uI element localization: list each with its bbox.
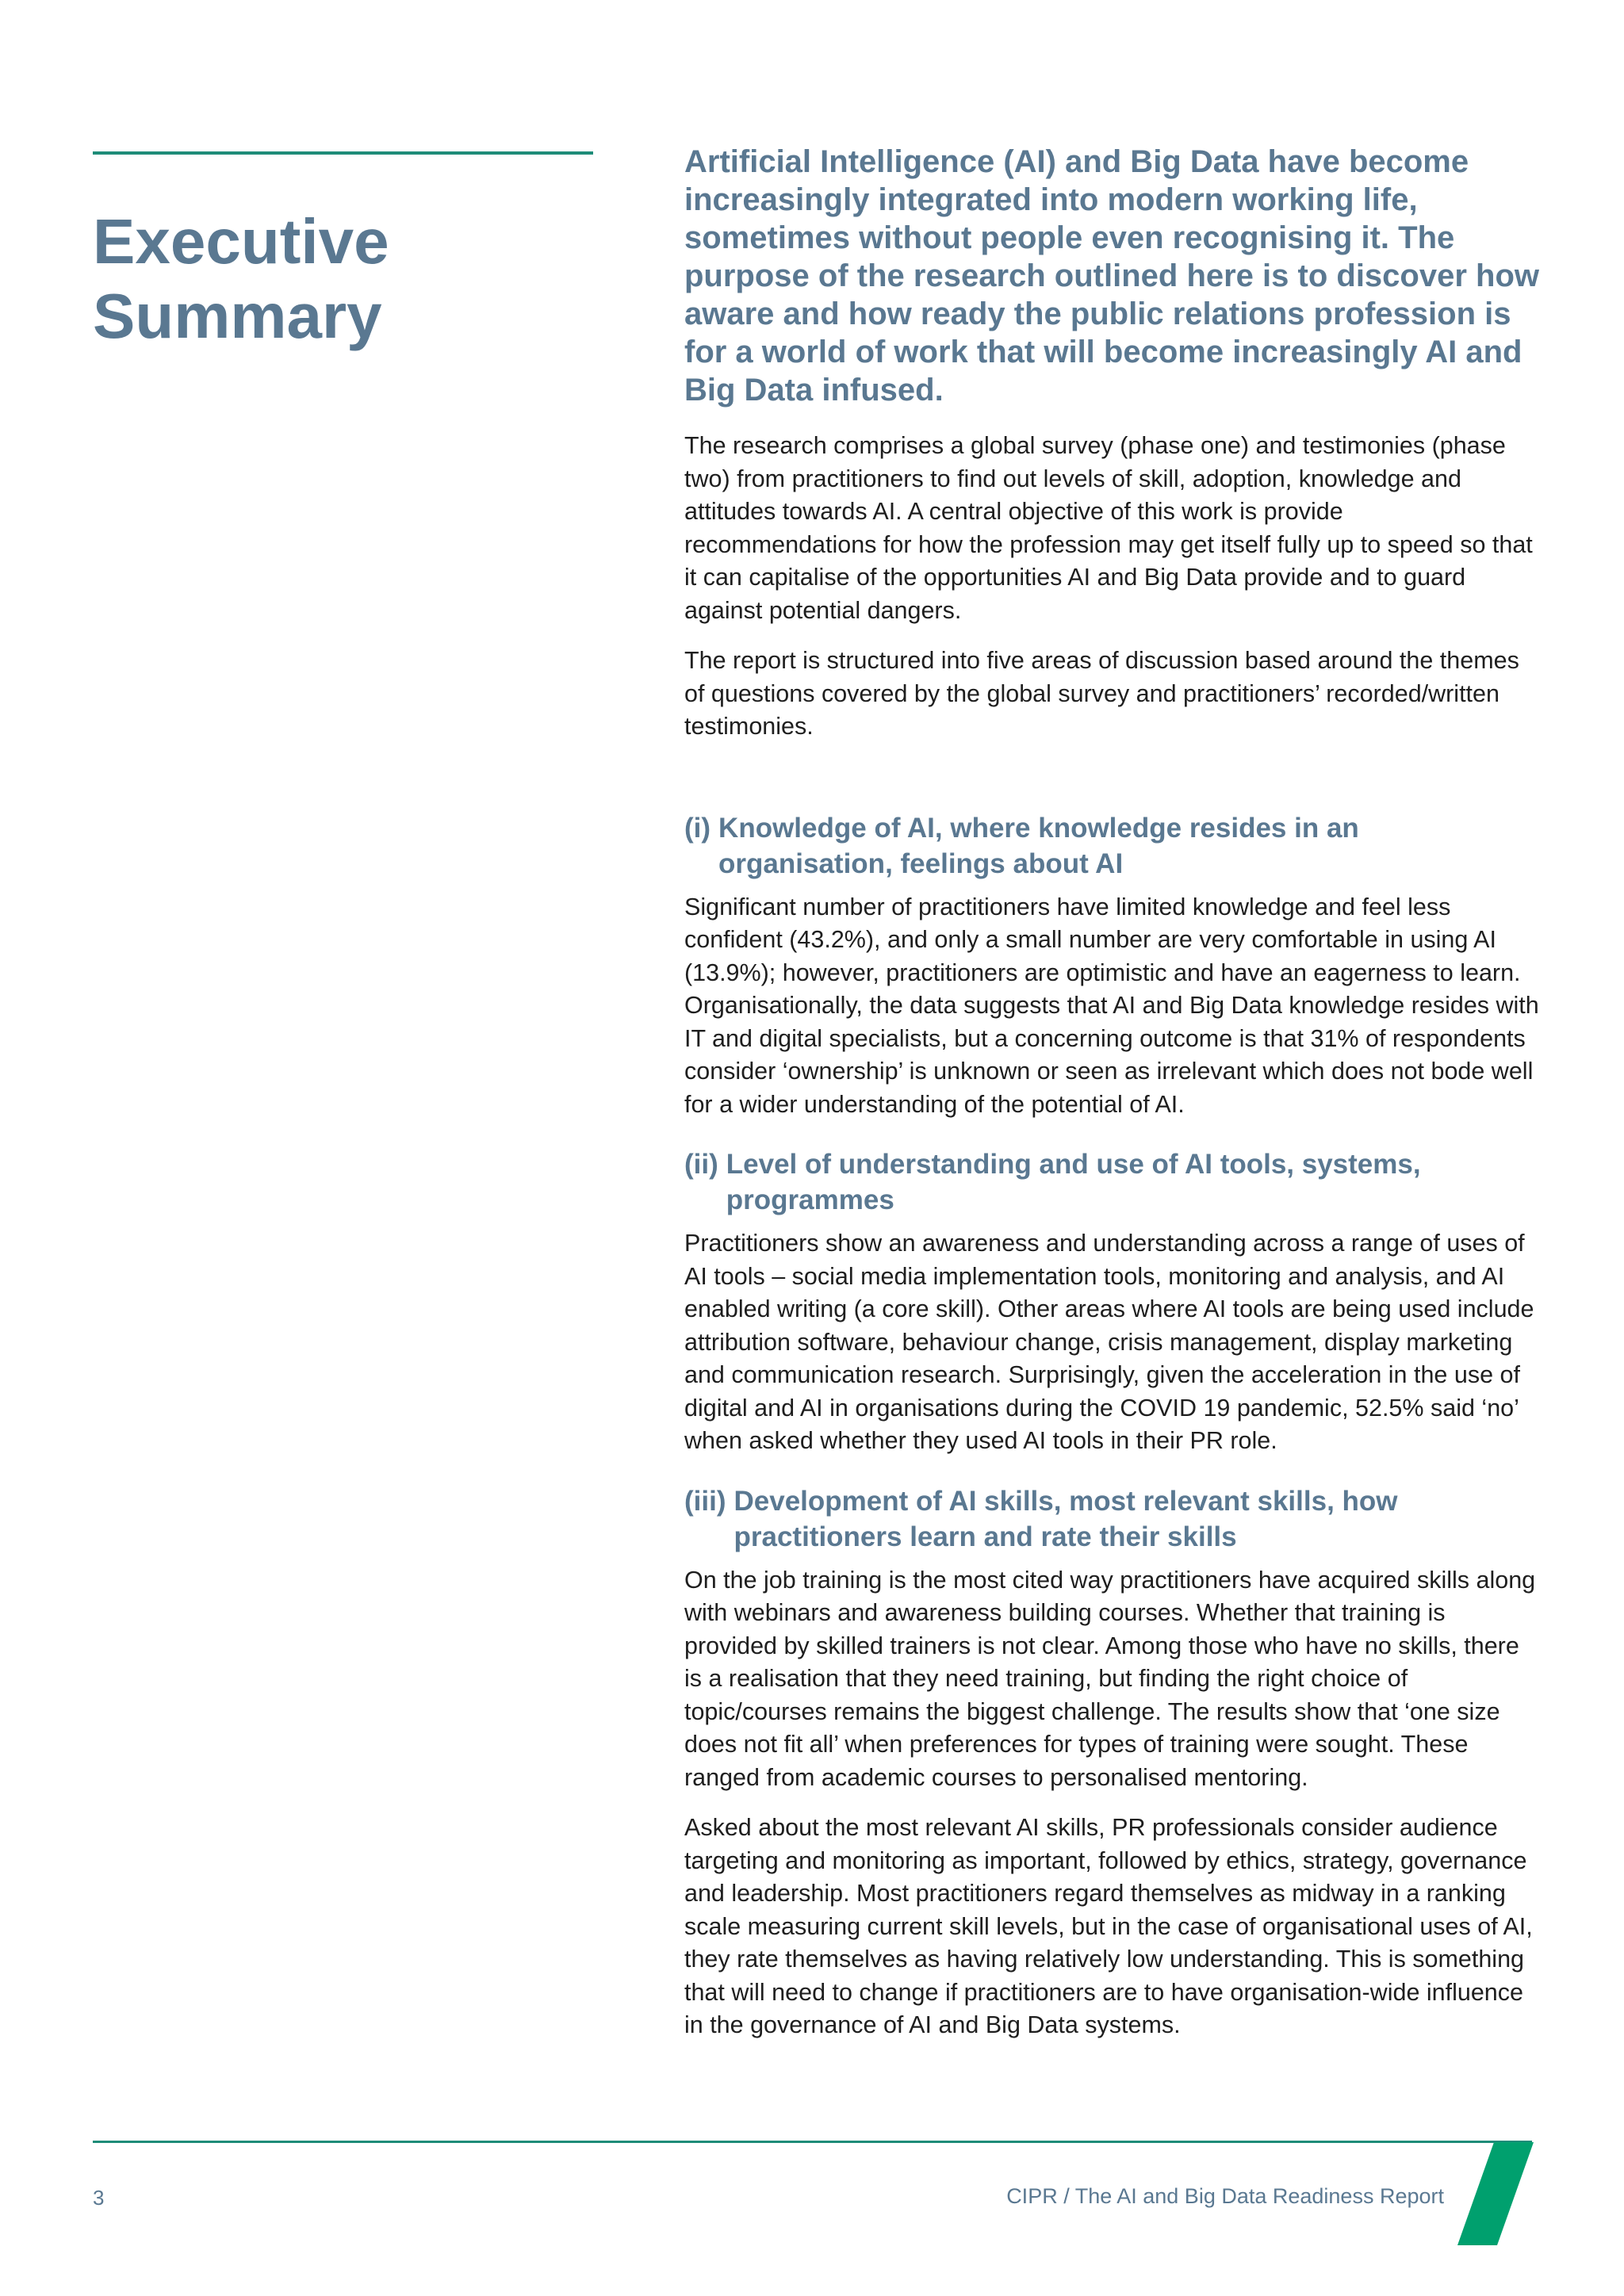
section-heading-text: Development of AI skills, most relevant skills, how practitioners learn and rate their skills bbox=[733, 1485, 1398, 1552]
section-title-line2: Summary bbox=[93, 281, 382, 351]
page-number: 3 bbox=[93, 2186, 105, 2210]
section-number: (iii) bbox=[684, 1485, 726, 1517]
section-heading bbox=[684, 1483, 1541, 1555]
section-knowledge bbox=[684, 810, 1541, 1122]
section-paragraph: Practitioners show an awareness and understanding across a range of uses of AI tools – social media implementation tools, monitoring and analysis, and AI enabled writing (a core skill). Other areas where AI tools are being used include attribution software, behaviour change, crisis management, display marketing and communication research. Surprisingly, given the acceleration in the use of digital and AI in organisations during the COVID 19 pandemic, 52.5% said ‘no’ when asked whether they used AI tools in their PR role. bbox=[684, 1230, 1534, 1454]
section-number: (i) bbox=[684, 812, 711, 844]
intro-paragraph: The research comprises a global survey (phase one) and testimonies (phase two) from practitioners to find out levels of skill, adoption, knowledge and attitudes towards AI. A central objective of this work is provide recommendations for how the profession may get itself fully up to speed so that it can capitalise of the opportunities AI and Big Data provide and to guard against potential dangers. bbox=[684, 432, 1533, 624]
section-tools bbox=[684, 1146, 1541, 1458]
section-heading-text: Level of understanding and use of AI tools, systems, programmes bbox=[726, 1149, 1421, 1215]
lead-paragraph: Artificial Intelligence (AI) and Big Data have become increasingly integrated into modern working life, sometimes without people even recognising it. The purpose of the research outlined here is to discover how aware and how ready the public relations profession is for a world of work that will become increasingly AI and Big Data infused. bbox=[684, 144, 1540, 408]
section-title-line1: Executive bbox=[93, 206, 389, 277]
section-paragraph: Significant number of practitioners have limited knowledge and feel less confident (43.2%), and only a small number are very comfortable in using AI (13.9%); however, practitioners are optimistic and have an eagerness to learn. Organisationally, the data suggests that AI and Big Data knowledge resides with IT and digital specialists, but a concerning outcome is that 31% of respondents consider ‘ownership’ is unknown or seen as irrelevant which does not bode well for a wider understanding of the potential of AI. bbox=[684, 893, 1539, 1118]
section-paragraph: Asked about the most relevant AI skills, PR professionals consider audience targeting and monitoring as important, followed by ethics, strategy, governance and leadership. Most practitioners regard themselves as midway in a ranking scale measuring current skill levels, but in the case of organisational uses of AI, they rate themselves as having relatively low understanding. This is something that will need to change if practitioners are to have organisation-wide influence in the governance of AI and Big Data systems. bbox=[684, 1814, 1533, 2038]
section-skills bbox=[684, 1483, 1541, 2042]
section-number: (ii) bbox=[684, 1149, 718, 1180]
section-heading bbox=[684, 1146, 1541, 1218]
section-title bbox=[93, 205, 569, 354]
section-heading-text: Knowledge of AI, where knowledge resides in an organisation, feelings about AI bbox=[718, 812, 1359, 879]
brand-slash-icon bbox=[1457, 2142, 1534, 2245]
footer-report-title: CIPR / The AI and Big Data Readiness Report bbox=[1006, 2184, 1444, 2208]
footer-divider bbox=[93, 2141, 1532, 2143]
top-divider bbox=[93, 151, 593, 155]
intro-paragraph: The report is structured into five areas of discussion based around the themes of questions covered by the global survey and practitioners’ recorded/written testimonies. bbox=[684, 647, 1519, 740]
section-heading bbox=[684, 810, 1541, 882]
main-content bbox=[684, 143, 1541, 2060]
section-paragraph: On the job training is the most cited way practitioners have acquired skills along with webinars and awareness building courses. Whether that training is provided by skilled trainers is not clear. Among those who have no skills, there is a realisation that they need training, but finding the right choice of topic/courses remains the biggest challenge. The results show that ‘one size does not fit all’ when preferences for types of training were sought. These ranged from academic courses to personalised mentoring. bbox=[684, 1566, 1536, 1791]
